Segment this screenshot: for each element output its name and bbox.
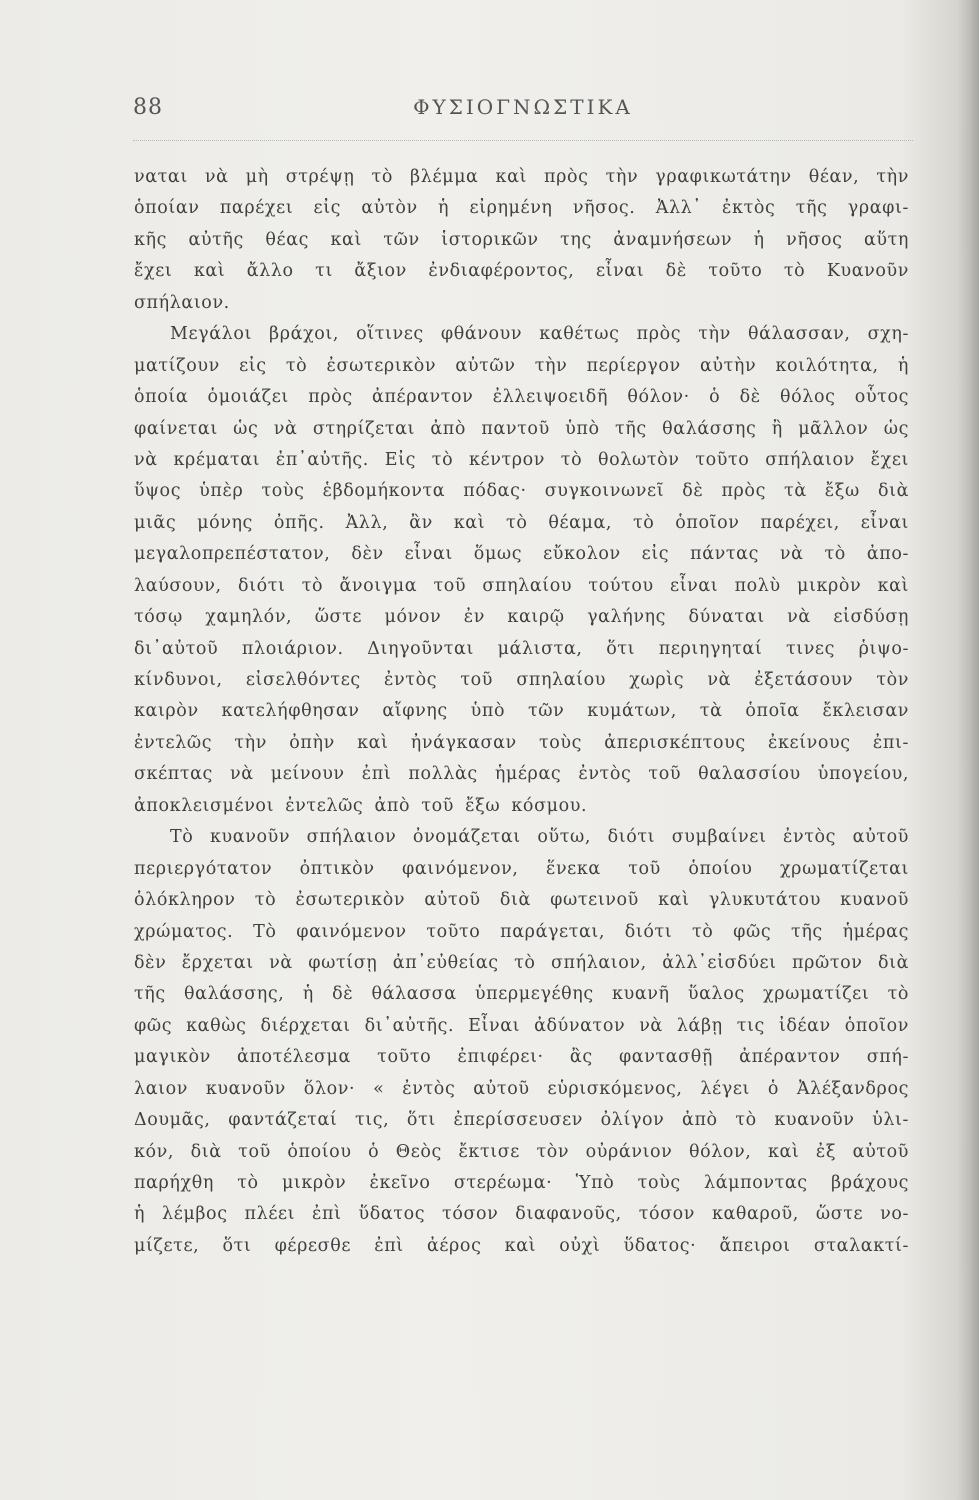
text-line: μιᾶς μόνης ὀπῆς. Ἀλλ, ἂν καὶ τὸ θέαμα, τὸ ὁποῖον παρέχει, εἶναι [134, 512, 909, 533]
text-line: σπήλαιον. [134, 292, 230, 313]
body-text [134, 162, 909, 1262]
page-number: 88 [133, 95, 163, 120]
text-line: τόσῳ χαμηλόν, ὥστε μόνον ἐν καιρῷ γαλήνης δύναται νὰ εἰσδύσῃ [134, 607, 909, 628]
text-line: μίζετε, ὅτι φέρεσθε ἐπὶ ἀέρος καὶ οὐχὶ ὕδατος· ἄπειροι σταλακτί- [134, 1235, 909, 1256]
text-line: τῆς θαλάσσης, ἡ δὲ θάλασσα ὑπερμεγέθης κυανῆ ὕαλος χρωματίζει τὸ [134, 984, 909, 1005]
text-line: ὕψος ὑπὲρ τοὺς ἑβδομήκοντα πόδας· συγκοινωνεῖ δὲ πρὸς τὰ ἔξω διὰ [134, 481, 909, 502]
text-line: κίνδυνοι, εἰσελθόντες ἐντὸς τοῦ σπηλαίου χωρὶς νὰ ἐξετάσουν τὸν [134, 670, 909, 690]
text-line: ἡ λέμβος πλέει ἐπὶ ὕδατος τόσον διαφανοῦς, τόσον καθαροῦ, ὥστε νο- [134, 1204, 909, 1225]
text-line: κόν, διὰ τοῦ ὁποίου ὁ Θεὸς ἔκτισε τὸν οὐράνιον θόλον, καὶ ἐξ αὐτοῦ [134, 1141, 909, 1162]
text-line: ἀποκλεισμένοι ἐντελῶς ἀπὸ τοῦ ἔξω κόσμου. [134, 795, 588, 816]
text-line: Μεγάλοι βράχοι, οἵτινες φθάνουν καθέτως πρὸς τὴν θάλασσαν, σχη- [170, 324, 909, 345]
page-header [133, 95, 913, 135]
header-rule [133, 140, 913, 141]
text-line: καιρὸν κατελήφθησαν αἴφνης ὑπὸ τῶν κυμάτων, τὰ ὁποῖα ἔκλεισαν [134, 701, 909, 722]
text-line: μαγικὸν ἀποτέλεσμα τοῦτο ἐπιφέρει· ἂς φαντασθῇ ἀπέραντον σπή- [134, 1047, 909, 1068]
text-line: δι᾽αὐτοῦ πλοιάριον. Διηγοῦνται μάλιστα, ὅτι περιηγηταί τινες ῥιψο- [134, 638, 909, 659]
text-line: χρώματος. Τὸ φαινόμενον τοῦτο παράγεται, διότι τὸ φῶς τῆς ἡμέρας [134, 921, 909, 942]
text-line: σκέπτας νὰ μείνουν ἐπὶ πολλὰς ἡμέρας ἐντὸς τοῦ θαλασσίου ὑπογείου, [134, 764, 909, 785]
text-line: περιεργότατον ὀπτικὸν φαινόμενον, ἕνεκα τοῦ ὁποίου χρωματίζεται [134, 858, 909, 879]
page-edge-shadow [957, 0, 979, 1500]
text-line: μεγαλοπρεπέστατον, δὲν εἶναι ὅμως εὔκολον εἰς πάντας νὰ τὸ ἀπο- [134, 544, 909, 565]
running-title: ΦΥΣΙΟΓΝΩΣΤΙΚΑ [413, 95, 633, 119]
text-line: ὁποία ὁμοιάζει πρὸς ἀπέραντον ἐλλειψοειδῆ θόλον· ὁ δὲ θόλος οὗτος [134, 387, 909, 408]
text-line: ὁποίαν παρέχει εἰς αὐτὸν ἡ εἰρημένη νῆσος. Ἀλλ᾽ ἐκτὸς τῆς γραφι- [134, 198, 909, 219]
text-line: νὰ κρέμαται ἐπ᾽αὐτῆς. Εἰς τὸ κέντρον τὸ θολωτὸν τοῦτο σπήλαιον ἔχει [134, 449, 909, 470]
text-line: Δουμᾶς, φαντάζεταί τις, ὅτι ἐπερίσσευσεν ὀλίγον ἀπὸ τὸ κυανοῦν ὑλι- [134, 1110, 909, 1131]
text-line: ματίζουν εἰς τὸ ἐσωτερικὸν αὐτῶν τὴν περίεργον αὐτὴν κοιλότητα, ἡ [134, 355, 909, 376]
text-line: ναται νὰ μὴ στρέψῃ τὸ βλέμμα καὶ πρὸς τὴν γραφικωτάτην θέαν, τὴν [134, 167, 909, 187]
text-line: ὁλόκληρον τὸ ἐσωτερικὸν αὐτοῦ διὰ φωτεινοῦ καὶ γλυκυτάτου κυανοῦ [134, 890, 909, 911]
text-line: ἐντελῶς τὴν ὀπὴν καὶ ἠνάγκασαν τοὺς ἀπερισκέπτους ἐκείνους ἐπι- [134, 732, 909, 753]
text-line: λαύσουν, διότι τὸ ἄνοιγμα τοῦ σπηλαίου τούτου εἶναι πολὺ μικρὸν καὶ [134, 575, 909, 596]
text-line: παρήχθη τὸ μικρὸν ἐκεῖνο στερέωμα· Ὑπὸ τοὺς λάμποντας βράχους [134, 1173, 909, 1193]
text-line: δὲν ἔρχεται νὰ φωτίσῃ ἀπ᾽εὐθείας τὸ σπήλαιον, ἀλλ᾽εἰσδύει πρῶτον διὰ [134, 952, 909, 973]
text-line: Τὸ κυανοῦν σπήλαιον ὀνομάζεται οὕτω, διότι συμβαίνει ἐντὸς αὐτοῦ [170, 827, 909, 848]
text-line: φαίνεται ὡς νὰ στηρίζεται ἀπὸ παντοῦ ὑπὸ τῆς θαλάσσης ἢ μᾶλλον ὡς [134, 418, 909, 439]
text-line: κῆς αὐτῆς θέας καὶ τῶν ἱστορικῶν της ἀναμνήσεων ἡ νῆσος αὕτη [134, 229, 909, 250]
text-line: ἔχει καὶ ἄλλο τι ἄξιον ἐνδιαφέροντος, εἶναι δὲ τοῦτο τὸ Κυανοῦν [134, 261, 909, 282]
text-line: φῶς καθὼς διέρχεται δι᾽αὐτῆς. Εἶναι ἀδύνατον νὰ λάβῃ τις ἰδέαν ὁποῖον [134, 1015, 909, 1036]
text-line: λαιον κυανοῦν ὅλον· « ἐντὸς αὐτοῦ εὑρισκόμενος, λέγει ὁ Ἀλέξανδρος [134, 1078, 909, 1099]
